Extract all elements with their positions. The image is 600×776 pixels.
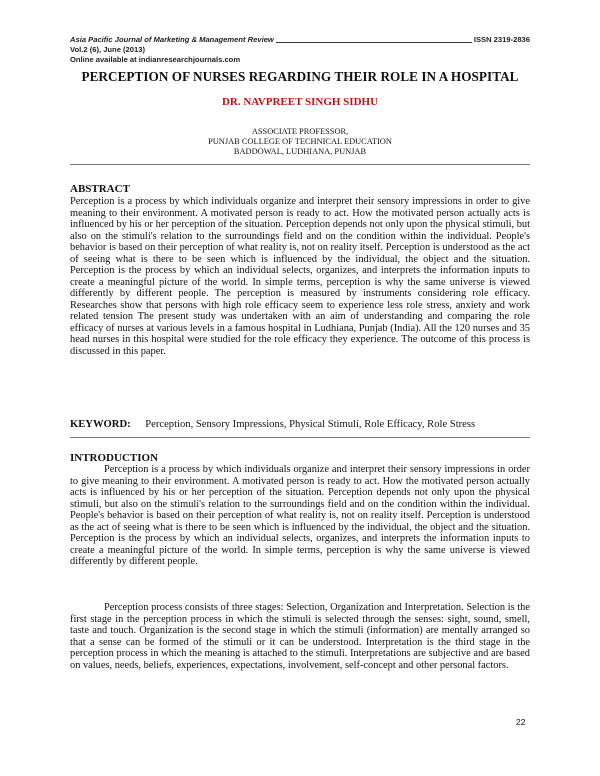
- introduction-paragraph-1: Perception is a process by which individuals organize and interpret their sensory impressions in order to give meaning to their environment. A motivated person is ready to act. How the motivated person actually acts is influenced by his or her perception of the situation. Perception depends not only upon the physical stimuli, but also on the stimuli's relation to the surroundings field and on the condition within the individual. People's behavior is based on their perception of what reality is, not on reality itself. Perception is understood as the act of seeing what is there to be seen which is influenced by the individual, the object and the situation. Perception is the process by which an individual selects, organizes, and interprets the information inputs to create a meaningful picture of the world. In simple terms, perception is why the same universe is viewed differently by different people.: [70, 464, 530, 567]
- affiliation-line-1: ASSOCIATE PROFESSOR,: [251, 127, 349, 136]
- journal-name: Asia Pacific Journal of Marketing & Management Review: [70, 35, 274, 44]
- section-divider: [70, 164, 530, 165]
- affiliation-line-2: PUNJAB COLLEGE OF TECHNICAL EDUCATION: [208, 137, 392, 146]
- abstract-heading: ABSTRACT: [70, 183, 130, 195]
- keywords-text: Perception, Sensory Impressions, Physical Stimuli, Role Efficacy, Role Stress: [145, 419, 476, 430]
- keywords-line: [70, 419, 530, 430]
- introduction-heading: INTRODUCTION: [70, 452, 159, 464]
- page-title: PERCEPTION OF NURSES REGARDING THEIR ROLE IN A HOSPITAL: [81, 69, 519, 84]
- page-number: 22: [516, 717, 526, 727]
- section-divider: [70, 437, 530, 438]
- issn: ISSN 2319-2836: [473, 35, 530, 44]
- introduction-paragraph-2: Perception process consists of three stages: Selection, Organization and Interpretation. Selection is the first stage in the perception process in which the stimuli is selected through the senses: sight, sound, smell, taste and touch. Organization is the second stage in which the stimuli (information) are mentally arranged so that a sense can be formed of the stimuli or it can be understood. Interpretation is the third stage in the perception process in which the meaning is attached to the stimuli. Interpretations are subjective and are based on values, needs, beliefs, experiences, expectations, involvement, self-concept and other personal factors.: [70, 602, 530, 671]
- journal-online: Online available at indianresearchjournals.com: [70, 55, 241, 64]
- author-name: DR. NAVPREET SINGH SIDHU: [221, 96, 379, 108]
- affiliation-line-3: BADDOWAL, LUDHIANA, PUNJAB: [233, 147, 367, 156]
- journal-volume: Vol.2 (6), June (2013): [70, 45, 145, 54]
- header-rule: [276, 35, 472, 43]
- keywords-label: KEYWORD:: [70, 419, 131, 430]
- abstract-text: Perception is a process by which individuals organize and interpret their sensory impressions in order to give meaning to their environment. A motivated person is ready to act. How the motivated person actually acts is influenced by his or her perception of the situation. Perception depends not only upon the physical stimuli, but also on the stimuli's relation to the surroundings field and on the condition within the individual. People's behavior is based on their perception of what reality is, not on reality itself. Perception is understood as the act of seeing what is there to be seen which is influenced by the individual, the object and the situation. Perception is the process by which an individual selects, organizes, and interprets the information inputs to create a meaningful picture of the world. In simple terms, perception is why the same universe is viewed differently by different people. The perception is measured by instruments considering role efficacy. Researches show that persons with high role efficacy seem to experience less role stress, anxiety and work related tension The present study was undertaken with an aim of understanding and comparing the role efficacy of nurses at various levels in a famous hospital in Ludhiana, Punjab (India). All the 120 nurses and 35 head nurses in this hospital were studied for the role efficacy they experience. The outcome of this process is discussed in this paper.: [70, 196, 530, 357]
- journal-header: [70, 35, 530, 45]
